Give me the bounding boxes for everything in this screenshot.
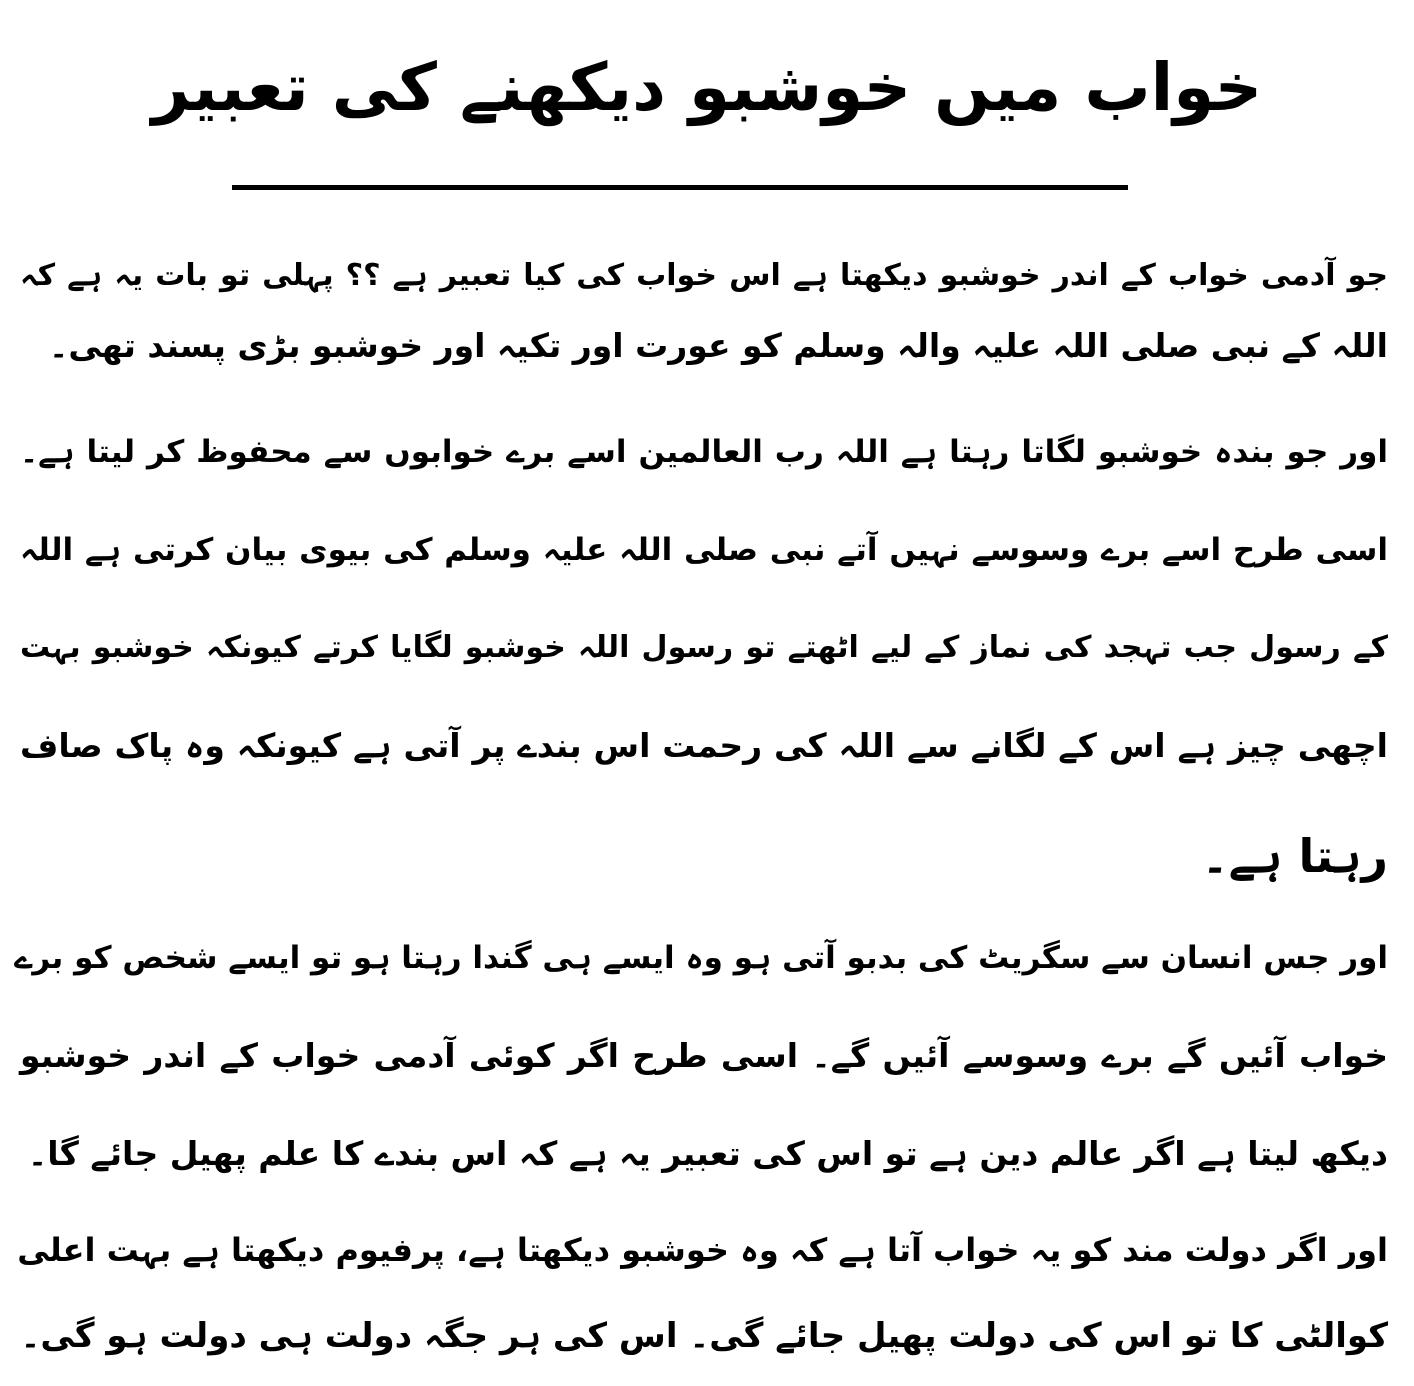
text-line-4: اسی طرح اسے برے وسوسے نہیں آتے نبی صلی اللہ علیہ وسلم کی بیوی بیان کرتی ہے اللہ (20, 532, 1388, 568)
text-line-9: خواب آئیں گے برے وسوسے آئیں گے۔ اسی طرح اگر کوئی آدمی خواب کے اندر خوشبو (20, 1036, 1388, 1075)
text-line-8: اور جس انسان سے سگریٹ کی بدبو آتی ہو وہ ایسے ہی گندا رہتا ہو تو ایسے شخص کو برے (14, 940, 1388, 976)
text-line-2: اللہ کے نبی صلی اللہ علیہ والہ وسلم کو عورت اور تکیہ اور خوشبو بڑی پسند تھی۔ (49, 326, 1388, 365)
text-line-12: کوالٹی کا تو اس کی دولت پھیل جائے گی۔ اس کی ہر جگہ دولت ہی دولت ہو گی۔ (20, 1316, 1388, 1356)
text-line-11: اور اگر دولت مند کو یہ خواب آتا ہے کہ وہ خوشبو دیکھتا ہے، پرفیوم دیکھتا ہے بہت اعلی (17, 1231, 1388, 1269)
text-line-3: اور جو بندہ خوشبو لگاتا رہتا ہے اللہ رب العالمین اسے برے خوابوں سے محفوظ کر لیتا ہے۔ (20, 434, 1388, 470)
title-underline (232, 185, 1128, 190)
page-title: خواب میں خوشبو دیکھنے کی تعبیر (151, 49, 1263, 126)
text-line-10: دیکھ لیتا ہے اگر عالم دین ہے تو اس کی تعبیر یہ ہے کہ اس بندے کا علم پھیل جائے گا۔ (27, 1134, 1388, 1173)
text-line-1: جو آدمی خواب کے اندر خوشبو دیکھتا ہے اس خواب کی کیا تعبیر ہے ؟؟ پہلی تو بات یہ ہے کہ (20, 258, 1388, 293)
text-line-5: کے رسول جب تہجد کی نماز کے لیے اٹھتے تو رسول اللہ خوشبو لگایا کرتے کیونکہ خوشبو بہت (20, 630, 1388, 665)
text-line-7: رہتا ہے۔ (1201, 829, 1388, 883)
text-line-6: اچھی چیز ہے اس کے لگانے سے اللہ کی رحمت اس بندے پر آتی ہے کیونکہ وہ پاک صاف (20, 726, 1388, 765)
